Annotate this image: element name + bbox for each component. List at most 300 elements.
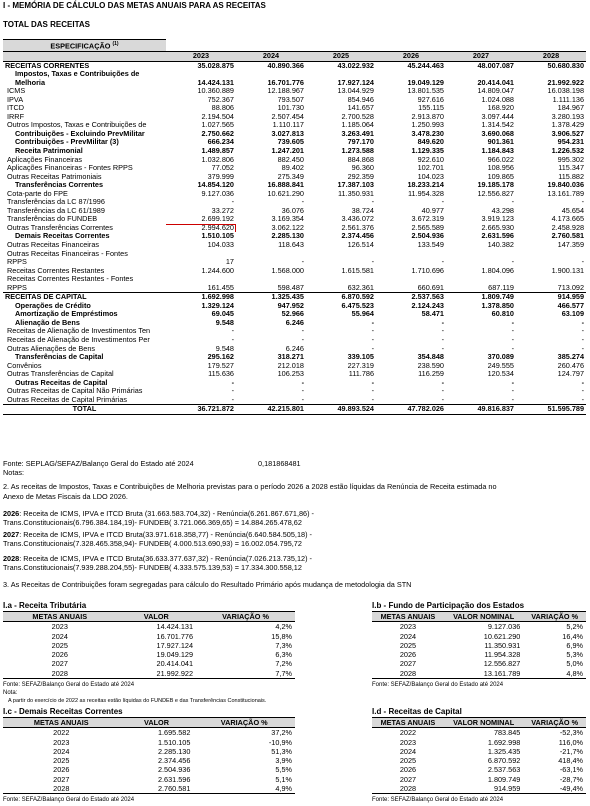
table-d-title: I.d - Receitas de Capital: [372, 707, 462, 716]
table-row: [3, 327, 586, 336]
table-row: [3, 738, 295, 747]
row-value: 12.188.967: [267, 87, 304, 96]
row-value: 52.966: [281, 310, 304, 319]
row-value: -: [441, 378, 444, 387]
row-label: Aplicações Financeiras: [7, 155, 83, 164]
table-cell: 14.424.131: [156, 622, 194, 632]
row-value: [166, 275, 236, 284]
table-row: [3, 784, 295, 794]
table-cell: 7,2%: [275, 659, 292, 669]
table-cell: 2023: [399, 622, 417, 632]
table-cell: 4,8%: [523, 669, 586, 679]
row-label: Outros Impostos, Taxas e Contribuições de: [7, 121, 147, 130]
row-value: 36.721.872: [166, 405, 236, 415]
table-row: [372, 650, 586, 659]
table-row: [372, 784, 586, 794]
row-value: [236, 70, 306, 79]
page-title: I - MEMÓRIA DE CÁLCULO DAS METAS ANUAIS PARA AS RECEITAS: [3, 1, 266, 10]
row-value: -: [301, 336, 304, 345]
row-value: 598.487: [277, 283, 304, 292]
spec-header-row: [3, 40, 586, 52]
row-value: -: [441, 318, 444, 327]
table-cell: 783.845: [493, 728, 521, 738]
table-row: [3, 310, 586, 319]
table-a: [3, 611, 295, 679]
row-value: 13.161.789: [547, 189, 585, 198]
table-row: [3, 250, 586, 259]
row-value: 40.890.366: [267, 61, 304, 70]
row-value: 1.032.806: [201, 155, 234, 164]
row-value: 168.920: [487, 104, 514, 113]
table-cell: 6,3%: [275, 650, 292, 660]
row-value: [446, 250, 516, 259]
row-value: 6.475.523: [341, 301, 374, 310]
row-value: 954.231: [557, 138, 585, 147]
spec-sup: (1): [112, 41, 119, 47]
table-d-source: Fonte: SEFAZ/Balanço Geral do Estado até 2024: [372, 797, 504, 803]
row-value: [166, 250, 236, 259]
row-value: -: [301, 378, 304, 387]
row-value: 36.076: [281, 206, 304, 215]
row-value: 13.801.535: [407, 87, 444, 96]
row-value: [516, 275, 586, 284]
table-cell: -49,4%: [523, 784, 586, 794]
row-value: -: [301, 258, 304, 267]
row-value: 118.643: [278, 241, 304, 249]
table-cell: -21,7%: [559, 746, 583, 756]
table-cell: 11.954.328: [484, 650, 521, 660]
row-value: -: [581, 327, 585, 336]
table-cell: 13.161.789: [444, 669, 523, 679]
table-row: [3, 728, 295, 738]
row-value: 882.450: [277, 155, 304, 164]
row-value: 1.710.696: [411, 266, 444, 275]
row-label: Outras Alienações de Bens: [7, 344, 96, 353]
table-row: [372, 756, 586, 765]
table-cell: 5,0%: [566, 659, 583, 669]
row-value: 1.804.096: [481, 266, 514, 275]
row-value: 3.280.193: [551, 112, 585, 121]
row-value: 106.253: [277, 370, 304, 379]
row-label: Outras Receitas Financeiras: [7, 241, 100, 249]
row-label: Alienação de Bens: [15, 318, 80, 327]
row-value: 2.913.870: [411, 112, 444, 121]
table-row: [3, 756, 295, 765]
row-value: 120.534: [487, 370, 514, 379]
row-value: 115.347: [558, 164, 585, 173]
row-label: Convênios: [7, 361, 42, 370]
table-row: [3, 232, 586, 241]
row-value: 48.007.087: [477, 61, 514, 70]
row-value: 1.111.136: [552, 95, 585, 104]
note-2027: [3, 530, 312, 539]
row-value: 2.458.928: [551, 223, 585, 232]
table-cell: 2027: [51, 659, 68, 669]
table-cell: 15,8%: [271, 631, 292, 641]
table-cell: 6.870.592: [487, 756, 521, 766]
table-row: [3, 345, 586, 354]
row-value: -: [441, 344, 444, 353]
table-row: [3, 362, 586, 371]
row-value: -: [511, 258, 514, 267]
row-value: 47.782.026: [376, 405, 446, 415]
row-value: 2.699.192: [201, 215, 234, 224]
table-row: [3, 70, 586, 79]
table-cell: 5,5%: [275, 765, 292, 775]
row-value: -: [511, 318, 514, 327]
row-label: Contribuições - PrevMilitar (3): [15, 138, 119, 147]
row-value: 49.893.524: [306, 405, 376, 415]
row-label: TOTAL: [3, 405, 166, 415]
row-value: 1.247.201: [271, 146, 304, 155]
table-row: [3, 284, 586, 293]
row-value: 58.471: [421, 310, 444, 319]
table-cell: 2022: [53, 728, 70, 738]
table-row: [3, 387, 586, 396]
row-value: 2.537.563: [376, 293, 446, 302]
row-value: 3.169.354: [271, 215, 304, 224]
row-value: 1.329.124: [201, 301, 234, 310]
row-value: 20.414.041: [477, 78, 514, 87]
row-value: -: [371, 327, 374, 336]
table-header-row: [372, 718, 586, 728]
row-value: 2.994.620: [166, 224, 236, 233]
row-value: 2.565.589: [411, 223, 444, 232]
row-value: 2.194.504: [201, 112, 234, 121]
table-row: [3, 319, 586, 328]
table-row: [3, 622, 295, 632]
row-value: 11.954.328: [408, 189, 444, 198]
column-header: VARIAÇÃO %: [523, 612, 586, 622]
table-cell: 2024: [399, 746, 417, 756]
row-value: [376, 275, 446, 284]
row-value: 147.359: [557, 241, 585, 249]
row-value: 739.605: [277, 138, 304, 147]
table-cell: 1.809.749: [487, 774, 521, 784]
table-cell: 2024: [51, 631, 68, 641]
table-cell: -63,1%: [559, 765, 583, 775]
column-header: METAS ANUAIS: [372, 718, 444, 728]
row-value: 2.507.454: [271, 112, 304, 121]
row-value: 2.665.930: [481, 223, 514, 232]
table-cell: 2028: [3, 784, 120, 794]
row-label: Receitas de Alienação de Investimentos Ten: [7, 327, 151, 336]
year-header: 2024: [236, 51, 306, 61]
table-row: [372, 738, 586, 747]
row-value: 1.692.998: [166, 293, 236, 302]
table-c-source: Fonte: SEFAZ/Balanço Geral do Estado até 2024: [3, 797, 135, 803]
row-value: 40.977: [421, 206, 444, 215]
row-value: -: [441, 336, 444, 345]
row-value: -: [371, 258, 374, 267]
table-cell: 2026: [399, 765, 417, 775]
note-2026: [3, 509, 314, 518]
row-label: Melhoria: [15, 78, 46, 87]
row-value: 45.654: [561, 206, 585, 215]
column-header: VALOR NOMINAL: [444, 718, 523, 728]
row-value: 17.927.124: [337, 78, 374, 87]
row-value: 2.124.243: [411, 301, 444, 310]
table-b-source: Fonte: SEFAZ/Balanço Geral do Estado até 2024: [372, 682, 504, 688]
row-value: 797.170: [347, 138, 374, 147]
row-value: 88.806: [211, 104, 234, 113]
row-label: Transferências do FUNDEB: [7, 215, 98, 224]
row-value: 19.185.178: [477, 181, 514, 190]
row-value: 901.361: [487, 138, 514, 147]
row-value: 3.919.123: [481, 215, 514, 224]
row-value: -: [371, 395, 374, 404]
row-label: Operações de Crédito: [15, 301, 91, 310]
table-cell: 51,3%: [271, 746, 292, 756]
table-cell: 5,1%: [275, 774, 292, 784]
table-cell: 4,2%: [275, 622, 292, 632]
row-value: 155.115: [418, 104, 444, 113]
table-cell: 12.556.827: [483, 659, 521, 669]
row-value: 1.314.542: [481, 121, 514, 130]
row-value: 60.810: [491, 310, 514, 319]
table-cell: 2027: [399, 774, 417, 784]
row-value: 947.952: [277, 301, 304, 310]
table-a-source: Fonte: SEFAZ/Balanço Geral do Estado até 2024: [3, 682, 135, 688]
row-value: -: [581, 387, 585, 396]
table-header-row: [3, 612, 295, 622]
row-value: 1.185.064: [341, 121, 374, 130]
table-row: [3, 353, 586, 362]
table-cell: 10.621.290: [483, 631, 521, 641]
table-cell: 2022: [399, 728, 417, 738]
row-value: 6.246: [285, 318, 304, 327]
table-cell: 2.504.936: [157, 765, 191, 775]
table-cell: 4,9%: [193, 784, 295, 794]
table-row: [3, 207, 586, 216]
row-value: 1.129.335: [411, 146, 444, 155]
row-value: 184.967: [557, 104, 585, 113]
year-header: 2028: [516, 51, 586, 61]
table-a-title: I.a - Receita Tributária: [3, 601, 87, 610]
column-header: METAS ANUAIS: [3, 718, 120, 728]
row-value: 101.730: [277, 104, 304, 113]
row-value: 3.478.230: [411, 129, 444, 138]
row-value: 116.259: [418, 370, 444, 379]
table-row: [3, 336, 586, 345]
row-value: -: [511, 198, 514, 207]
row-label: Outras Receitas Patrimoniais: [7, 172, 102, 181]
row-value: 17: [225, 258, 234, 267]
table-row: [3, 215, 586, 224]
row-value: 3.906.527: [551, 129, 585, 138]
row-value: 35.028.875: [197, 61, 234, 70]
table-cell: 2024: [399, 631, 417, 641]
table-c-title: I.c - Demais Receitas Correntes: [3, 707, 123, 716]
table-row: [3, 650, 295, 659]
table-row: [3, 198, 586, 207]
row-value: 4.173.665: [551, 215, 585, 224]
row-value: 133.549: [417, 241, 444, 249]
row-value: -: [441, 327, 444, 336]
note-2b: Anexo de Metas Fiscais da LDO 2026.: [3, 492, 128, 501]
table-cell: 2025: [399, 640, 417, 650]
table-cell: 2027: [399, 659, 417, 669]
row-value: 238.590: [417, 361, 444, 370]
table-cell: 1.692.998: [487, 737, 521, 747]
row-value: 161.455: [207, 283, 234, 292]
row-label: RECEITAS DE CAPITAL: [3, 293, 166, 302]
page-subtitle: TOTAL DAS RECEITAS: [3, 20, 90, 29]
table-row: [372, 669, 586, 679]
row-value: 9.548: [215, 344, 234, 353]
row-value: 2.504.936: [411, 232, 444, 241]
table-cell: 1.325.435: [487, 746, 521, 756]
row-value: 6.870.592: [306, 293, 376, 302]
row-value: 1.250.993: [411, 121, 444, 130]
row-value: 2.760.581: [551, 232, 585, 241]
row-value: -: [301, 327, 304, 336]
year-header-row: [3, 51, 586, 61]
row-value: 3.097.444: [481, 112, 514, 121]
row-label: Outras Transferências Correntes: [7, 223, 113, 232]
row-value: -: [231, 395, 234, 404]
year-2028: 2028: [3, 554, 20, 563]
row-label: Demais Receitas Correntes: [15, 232, 110, 241]
row-value: -: [371, 378, 374, 387]
row-label: IPVA: [7, 95, 24, 104]
row-value: 115.882: [558, 172, 585, 181]
row-label: Receitas Correntes Restantes: [7, 266, 105, 275]
row-value: 43.298: [491, 206, 514, 215]
row-value: 111.786: [348, 370, 374, 379]
row-value: -: [231, 327, 234, 336]
table-header-row: [372, 612, 586, 622]
column-header: VARIAÇÃO %: [196, 612, 295, 622]
table-cell: 2026: [399, 650, 417, 660]
row-value: 854.946: [347, 95, 374, 104]
table-cell: 2028: [372, 784, 444, 794]
row-value: 3.062.122: [271, 223, 304, 232]
row-value: 3.263.491: [341, 129, 374, 138]
table-row: [3, 241, 586, 250]
row-value: 16.888.841: [267, 181, 304, 190]
row-value: 51.595.789: [516, 405, 586, 415]
row-value: -: [441, 395, 444, 404]
row-value: 849.620: [417, 138, 444, 147]
row-value: 292.359: [347, 172, 374, 181]
table-cell: 1.510.105: [157, 737, 191, 747]
row-value: 1.027.565: [201, 121, 234, 130]
row-value: 17.387.103: [337, 181, 374, 190]
row-value: 126.514: [347, 241, 374, 249]
row-value: 966.022: [487, 155, 514, 164]
table-cell: 6,9%: [566, 640, 583, 650]
row-value: -: [511, 378, 514, 387]
row-label: Transferências Correntes: [15, 181, 104, 190]
row-value: -: [581, 258, 585, 267]
note-2028-line2: Trans.Constitucionais(7.939.288.204,55)- FUNDEB( 4.333.575.139,53) = 17.334.300.558,12: [3, 563, 302, 572]
row-value: 318.271: [277, 353, 304, 362]
table-cell: 2025: [51, 640, 68, 650]
row-value: 1.378.429: [551, 121, 585, 130]
row-value: 1.568.000: [271, 266, 304, 275]
table-cell: 2027: [53, 774, 70, 784]
table-row: [3, 190, 586, 199]
row-value: 752.367: [207, 95, 234, 104]
row-label: Receita Patrimonial: [15, 146, 83, 155]
row-value: -: [511, 387, 514, 396]
row-value: 12.556.827: [477, 189, 514, 198]
row-value: -: [371, 336, 374, 345]
table-row: [3, 293, 586, 302]
row-value: 104.023: [417, 172, 444, 181]
row-value: 10.621.290: [267, 189, 304, 198]
row-label: RPPS: [7, 258, 27, 267]
row-label: Contribuições - Excluindo PrevMilitar: [15, 129, 145, 138]
table-cell: 21.992.922: [117, 669, 197, 679]
row-value: 466.577: [557, 301, 585, 310]
row-value: -: [581, 378, 585, 387]
table-cell: 2025: [53, 756, 70, 766]
column-header: METAS ANUAIS: [3, 612, 117, 622]
row-value: 102.701: [417, 164, 444, 173]
row-value: 179.527: [207, 361, 234, 370]
row-value: -: [231, 378, 234, 387]
table-row: [3, 224, 586, 233]
table-row: [3, 138, 586, 147]
source-note: Fonte: SEPLAG/SEFAZ/Balanço Geral do Estado até 2024: [3, 459, 194, 468]
row-value: -: [581, 318, 585, 327]
table-row: [372, 765, 586, 774]
row-value: [306, 275, 376, 284]
table-row: [3, 121, 586, 130]
row-value: 43.022.932: [337, 61, 374, 70]
row-value: 1.615.581: [341, 266, 374, 275]
table-row: [372, 747, 586, 756]
row-value: -: [511, 395, 514, 404]
table-row: [3, 164, 586, 173]
table-row: [3, 258, 586, 267]
row-value: -: [511, 336, 514, 345]
note-2027-line2: Trans.Constitucionais(7.328.465.358,94)- FUNDEB( 4.000.513.690,93) = 16.002.054.795,72: [3, 539, 302, 548]
row-value: 884.868: [347, 155, 374, 164]
row-value: -: [441, 258, 444, 267]
row-value: [516, 250, 586, 259]
row-label: Outras Receitas de Capital Não Primárias: [7, 387, 143, 396]
note-2028: [3, 554, 312, 563]
row-value: -: [511, 344, 514, 353]
row-label: Impostos, Taxas e Contribuições de: [15, 70, 140, 79]
year-header: 2023: [166, 51, 236, 61]
row-value: -: [301, 198, 304, 207]
note-2026-line2: Trans.Constitucionais(6.796.384.184,19)- FUNDEB( 3.721.066.369,65) = 14.884.265.478,62: [3, 518, 302, 527]
table-cell: -28,7%: [559, 774, 583, 784]
table-row: [3, 275, 586, 284]
row-value: 45.244.463: [407, 61, 444, 70]
table-row: [372, 622, 586, 632]
row-value: 379.999: [207, 172, 234, 181]
table-row: [3, 79, 586, 88]
table-row: [3, 379, 586, 388]
table-cell: 2026: [53, 765, 70, 775]
row-value: 2.750.662: [201, 129, 234, 138]
year-header: 2025: [306, 51, 376, 61]
table-cell: 2025: [399, 756, 417, 766]
year-2027: 2027: [3, 530, 20, 539]
table-row: [3, 130, 586, 139]
row-value: [376, 250, 446, 259]
note-2028-line1: : Receita de ICMS, IPVA e ITCD Bruta(36.633.377.637,32) - Renúncia(7.026.213.735,12) -: [19, 554, 312, 563]
year-header: 2026: [376, 51, 446, 61]
table-row: [3, 405, 586, 415]
table-row: [3, 302, 586, 311]
row-value: 1.184.843: [481, 146, 514, 155]
